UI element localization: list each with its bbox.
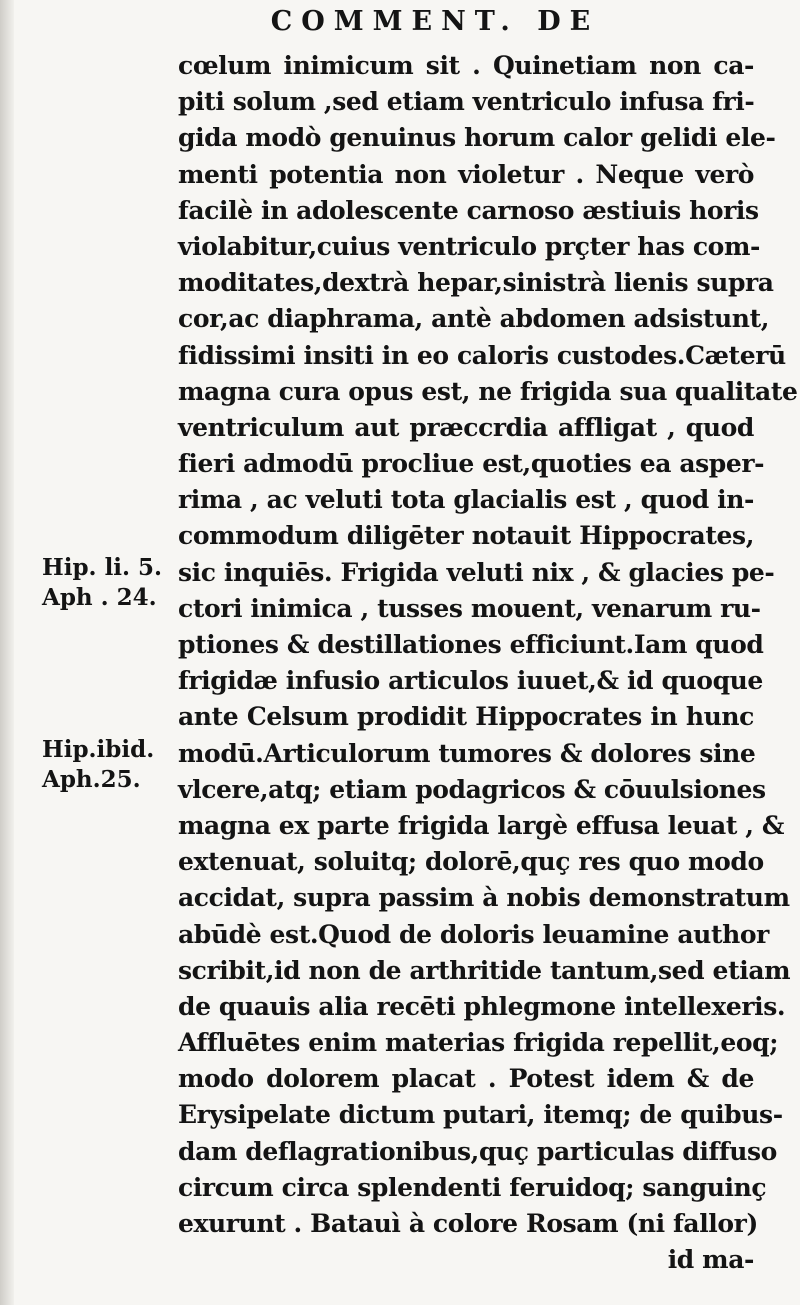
text-line: ctori inimica , tusses mouent, venarum ru- [178,593,761,623]
text-line: dam deflagrationibus,quç particulas diffuso [178,1136,777,1166]
text-line: moditates,dextrà hepar,sinistrà lienis supra [178,268,774,298]
text-line: fidissimi insiti in eo caloris custodes.Cæterū [178,340,786,370]
margin-note-1 [42,553,162,613]
text-line: scribit,id non de arthritide tantum,sed etiam [178,955,791,985]
text-line: accidat, supra passim à nobis demonstratum [178,883,790,913]
text-line: magna cura opus est, ne frigida sua qualitate [178,376,798,406]
text-line: sic inquiēs. Frigida veluti nix , & glacies pe- [178,557,775,587]
text-line: cor,ac diaphrama, antè abdomen adsistunt, [178,304,770,334]
page-gutter-shadow [0,0,14,1305]
text-line: ante Celsum prodidit Hippocrates in hunc [178,702,754,732]
margin-note-source: Hip. li. 5. [42,554,163,581]
text-line: de quauis alia recēti phlegmone intellexeris. [178,991,786,1021]
text-line: menti potentia non violetur . Neque verò [178,159,754,189]
text-line: vlcere,atq; etiam podagricos & cōuulsiones [178,774,766,804]
text-line: piti solum ,sed etiam ventriculo infusa fri- [178,87,755,117]
text-line: commodum diligēter notauit Hippocrates, [178,521,754,551]
text-line: abūdè est.Quod de doloris leuamine author [178,919,769,949]
text-line: circum circa splendenti feruidoq; sanguinç [178,1172,767,1202]
text-line: ptiones & destillationes efficiunt.Iam quod [178,630,764,659]
text-line: gida modò genuinus horum calor gelidi ele- [178,123,776,153]
text-line: facilè in adolescente carnoso æstiuis horis [178,195,759,225]
text-line: Erysipelate dictum putari, itemq; de quibus- [178,1100,783,1130]
margin-note-2 [42,735,154,795]
text-line: frigidæ infusio articulos iuuet,& id quoque [178,666,763,696]
text-line: modū.Articulorum tumores & dolores sine [178,738,756,768]
margin-note-aphorism: Aph . 24. [42,584,157,611]
text-line: extenuat, soluitq; dolorē,quç res quo modo [178,847,764,877]
text-line: cœlum inimicum sit . Quinetiam non ca- [178,51,754,80]
margin-note-aphorism: Aph.25. [42,766,141,793]
text-line: Affluētes enim materias frigida repellit,eoq; [178,1028,779,1058]
text-line: magna ex parte frigida largè effusa leuat , & [178,810,785,840]
margin-note-source: Hip.ibid. [42,736,155,763]
text-line: exurunt . Batauì à colore Rosam (ni fallor) [178,1209,758,1238]
text-line: ventriculum aut præccrdia affligat , quod [178,412,754,442]
running-head: COMMENT. DE [270,6,600,37]
text-line: rima , ac veluti tota glacialis est , quod in- [178,485,754,515]
body-text [178,48,798,1278]
text-line: modo dolorem placat . Potest idem & de [178,1064,754,1094]
catchword-line: id ma- [667,1245,754,1275]
text-line: violabitur,cuius ventriculo prçter has com- [178,231,760,261]
text-line: fieri admodū procliue est,quoties ea asper- [178,449,765,479]
